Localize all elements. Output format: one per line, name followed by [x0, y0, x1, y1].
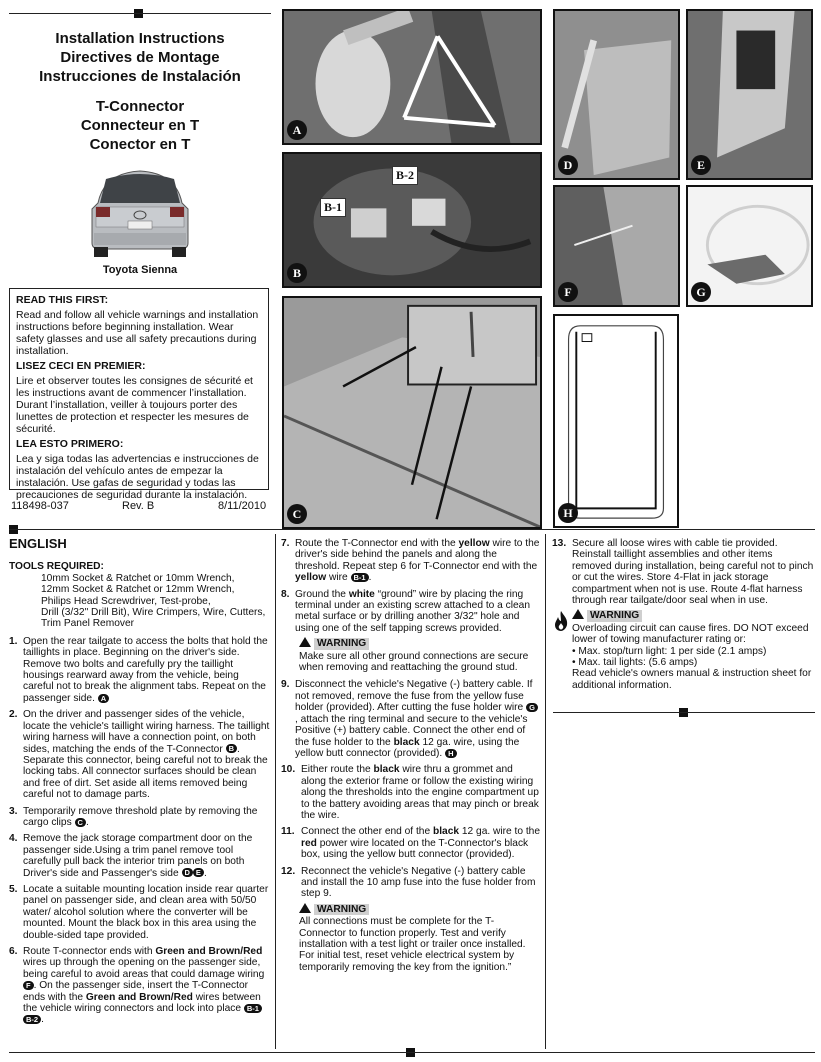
tool-item: Drill (3/32" Drill Bit), Wire Crimpers, Wire, Cutters, [41, 607, 266, 619]
warning-icon [299, 637, 311, 647]
photo-c [282, 296, 542, 529]
ref-badge: B [226, 744, 237, 753]
product-en: T-Connector [95, 98, 185, 115]
photo-label-e: E [691, 155, 711, 175]
warning-2 [281, 902, 540, 973]
warning-3 [552, 608, 814, 691]
column-divider [275, 534, 276, 1049]
step-11: 11. Connect the other end of the black 12 ga. wire to the red power wire located on the T-Connector's black box, using the yellow butt connector (provided). [281, 826, 541, 861]
warning-bullet: • Max. tail lights: (5.6 amps) [572, 657, 698, 669]
warning-label: WARNING [314, 638, 369, 649]
title-es: Instrucciones de Instalación [39, 68, 241, 85]
ref-badge: A [98, 694, 109, 703]
ref-badge: E [193, 868, 204, 877]
step-1: 1. Open the rear tailgate to access the bolts that hold the taillights in place. Beginning on the driver's side. Remove two bolts and carefully pry the taillight housings rearward away from the vehicle, being careful not to break the alignment tabs. Repeat on the passenger side. A [9, 635, 268, 704]
tool-item: Philips Head Screwdriver, Test-probe, [41, 595, 211, 607]
ref-badge: H [445, 749, 456, 758]
callout-b1: B-1 [320, 198, 346, 217]
warning-bullet: • Max. stop/turn light: 1 per side (2.1 amps) [572, 645, 767, 657]
step-6: 6. Route T-connector ends with Green and Brown/Red wires up through the opening on the passenger side, being careful to avoid areas that could damage wiring F . On the passenger side, insert the T-Connector ends with the Green and Brown/Red wires between the vehicle wiring connectors and lock into place B-1 B-2 . [9, 946, 265, 1026]
ref-badge: G [526, 703, 538, 712]
photo-b [282, 152, 542, 288]
photo-g [686, 185, 813, 307]
warning-text: Make sure all other ground connections are secure when removing and reattaching the ground stud. [299, 650, 529, 674]
tools-heading: TOOLS REQUIRED: [9, 561, 104, 573]
read-first-text-fr: Lire et observer toutes les consignes de sécurité et les instructions avant de commencer l’installation. Durant l’installation, veiller à toujours porter des lunettes de protection et respecter les mesures de sécurité. [16, 375, 253, 435]
title-fr: Directives de Montage [60, 49, 220, 66]
tool-item: 10mm Socket & Ratchet or 10mm Wrench, [41, 572, 235, 584]
ref-badge: D [182, 868, 193, 877]
step-10: 10. Either route the black wire thru a grommet and along the exterior frame or follow the existing wiring along the thresholds into the engine compartment up to the battery avoiding areas that may pinch or break the wire. [281, 764, 539, 821]
step-4: 4. Remove the jack storage compartment door on the passenger side.Using a trim panel remove tool carefully pull back the interior trim panels on both Driver's side and Passenger's side D E . [9, 833, 253, 879]
date: 8/11/2010 [218, 500, 267, 512]
ref-badge: B-1 [351, 573, 369, 582]
step-2: 2. On the driver and passenger sides of the vehicle, locate the vehicle's taillight wiring harness. The taillight wiring harness will have a connection point, on both sides, matching the ends of the T-Connector B . Separate this connector, being careful not to break the locking tabs. All connector surfaces should be clean and free of dirt. Set aside all items removed being careful not to damage parts. [9, 709, 270, 801]
photo-label-f: F [558, 282, 578, 302]
step-3: 3. Temporarily remove threshold plate by removing the cargo clips C . [9, 805, 258, 828]
english-heading: ENGLISH [9, 536, 67, 551]
vehicle-caption: Toyota Sienna [102, 264, 178, 276]
step-13: 13. Secure all loose wires with cable tie provided. Reinstall taillight assemblies and other items removed during installation, being careful not to pinch or cut the wires. Store 4-Flat in jack storage compartment when not is use. Route 4-flat harness through rear tailgate/door seal when in use. [552, 538, 814, 607]
photo-label-c: C [287, 504, 307, 524]
product-es: Conector en T [89, 136, 191, 153]
product-fr: Connecteur en T [80, 117, 200, 134]
read-first-box [9, 288, 269, 501]
photo-d [553, 9, 680, 180]
title-en: Installation Instructions [55, 30, 225, 47]
read-first-heading-en: READ THIS FIRST: [16, 294, 109, 306]
warning-label: WARNING [314, 904, 369, 915]
column-3 [552, 538, 814, 691]
ref-badge: B-2 [23, 1015, 41, 1024]
photo-h [553, 314, 679, 528]
divider [9, 529, 815, 530]
divider [9, 13, 271, 14]
step-9: 9. Disconnect the vehicle's Negative (-) battery cable. If not removed, remove the fuse from the yellow fuse holder (provided). After cutting the fuse holder wire G, attach the ring terminal and secure to the vehicle's Positive (+) battery cable. Connect the other end of the fuse holder to the black 12 ga. wire, using the yellow butt connector (provided). H [281, 679, 540, 759]
warning-icon [572, 609, 584, 619]
tools-list [9, 573, 271, 630]
column-divider [545, 534, 546, 1049]
ref-badge: C [75, 818, 86, 827]
step-5: 5. Locate a suitable mounting location inside rear quarter panel on passenger side, and clean area with 50/50 water/ alcohol solution where the converter will be mounted. Mount the black box in this area using the double-sided tape provided. [9, 883, 269, 941]
fire-icon [552, 610, 570, 632]
photo-label-h: H [558, 503, 578, 523]
photo-label-d: D [558, 155, 578, 175]
warning-label: WARNING [587, 610, 642, 621]
ref-badge: B-1 [244, 1004, 262, 1013]
warning-footer: Read vehicle's owners manual & instruction sheet for additional information. [572, 668, 812, 691]
warning-text: All connections must be complete for the T-Connector to function properly. Test and verify installation with a test light or trailer once installed. For initial test, reset vehicle electrical system by temporarily removing the key from the ignition.” [299, 916, 526, 973]
photo-e [686, 9, 813, 180]
warning-icon [299, 903, 311, 913]
photo-label-b: B [287, 263, 307, 283]
read-first-text-es: Lea y siga todas las advertencias e instrucciones de instalación del vehículo antes de empezar la instalación. Use gafas de seguridad y todas las precauciones de seguridad durante la instalación. [16, 453, 259, 501]
divider [9, 1052, 815, 1053]
ref-badge: F [23, 981, 34, 990]
column-2 [281, 538, 540, 979]
photo-label-a: A [287, 120, 307, 140]
revision: Rev. B [122, 500, 155, 512]
step-12: 12. Reconnect the vehicle's Negative (-) battery cable and install the 10 amp fuse into the fuse holder from step 9. [281, 865, 536, 900]
tool-item: 12mm Socket & Ratchet or 12mm Wrench, [41, 584, 235, 596]
column-1 [9, 538, 271, 1031]
divider [553, 712, 815, 713]
step-8: 8. Ground the white “ground” wire by placing the ring terminal under an existing screw attached to a clean metal surface or by drilling another 3/32" hole and using one of the self tapping screws provided. [281, 588, 531, 634]
vehicle-image [84, 163, 196, 260]
read-first-text-en: Read and follow all vehicle warnings and installation instructions before beginning installation. Wear safety glasses and use all safety precautions during installation. [16, 309, 259, 357]
photo-a [282, 9, 542, 145]
read-first-heading-fr: LISEZ CECI EN PREMIER: [16, 360, 146, 372]
part-number: 118498-037 [11, 500, 69, 512]
photo-label-g: G [691, 282, 711, 302]
step-7: 7. Route the T-Connector end with the yellow wire to the driver's side behind the panels and along the threshold. Repeat step 6 for T-Connector end with the yellow wire B-1 . [281, 538, 540, 584]
read-first-heading-es: LEA ESTO PRIMERO: [16, 438, 124, 450]
warning-1 [281, 636, 540, 673]
tool-item: Trim Panel Remover [41, 618, 135, 630]
callout-b2: B-2 [392, 166, 418, 185]
photo-f [553, 185, 680, 307]
warning-intro: Overloading circuit can cause fires. DO NOT exceed lower of towing manufacturer rating or: [572, 622, 809, 646]
